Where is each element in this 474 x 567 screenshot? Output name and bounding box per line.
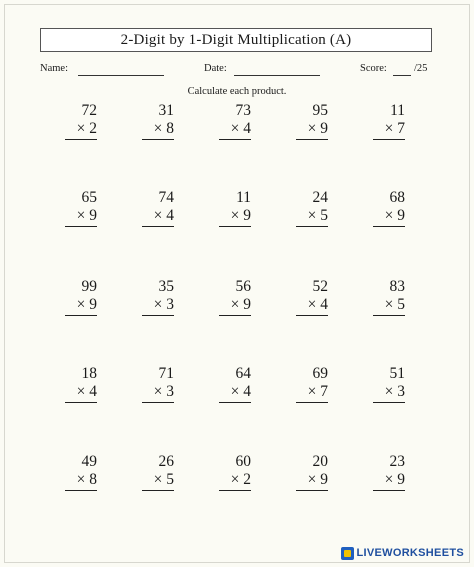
problem-multiplicand: 26 (158, 453, 174, 470)
problem-multiplicand: 56 (235, 278, 251, 295)
multiplication-problem[interactable] (355, 453, 405, 505)
problem-multiplier: × 7 (384, 120, 405, 137)
date-label: Date: (204, 63, 227, 74)
problem-multiplier: × 3 (384, 383, 405, 400)
answer-line (296, 226, 328, 227)
problem-multiplier: × 9 (230, 207, 251, 224)
problem-multiplier: × 7 (307, 383, 328, 400)
score-total: /25 (414, 63, 428, 74)
multiplication-problem[interactable] (355, 365, 405, 417)
problem-multiplicand: 24 (312, 189, 328, 206)
answer-line (219, 402, 251, 403)
problem-multiplier: × 4 (230, 383, 251, 400)
problem-multiplier: × 9 (384, 471, 405, 488)
instructions: Calculate each product. (187, 86, 287, 97)
problem-multiplier: × 9 (384, 207, 405, 224)
multiplication-problem[interactable] (124, 102, 174, 154)
problem-multiplier: × 9 (307, 120, 328, 137)
score-label: Score: (360, 63, 387, 74)
answer-line (65, 226, 97, 227)
problem-multiplier: × 2 (230, 471, 251, 488)
answer-line (296, 490, 328, 491)
multiplication-problem[interactable] (124, 278, 174, 330)
answer-line (373, 490, 405, 491)
answer-line (373, 139, 405, 140)
multiplication-problem[interactable] (201, 189, 251, 241)
problem-multiplicand: 51 (389, 365, 405, 382)
problem-multiplicand: 60 (235, 453, 251, 470)
problem-multiplier: × 9 (307, 471, 328, 488)
problem-multiplicand: 49 (81, 453, 97, 470)
header-fields (40, 63, 432, 79)
worksheet-title-text: 2-Digit by 1-Digit Multiplication (A) (120, 31, 352, 48)
problem-multiplicand: 99 (81, 278, 97, 295)
multiplication-problem[interactable] (278, 278, 328, 330)
name-field[interactable] (78, 74, 164, 76)
problem-multiplicand: 83 (389, 278, 405, 295)
answer-line (65, 139, 97, 140)
answer-line (65, 490, 97, 491)
multiplication-problem[interactable] (47, 189, 97, 241)
problem-multiplicand: 31 (158, 102, 174, 119)
logo-text: LIVEWORKSHEETS (356, 547, 464, 559)
multiplication-problem[interactable] (278, 102, 328, 154)
problem-multiplier: × 3 (153, 296, 174, 313)
answer-line (219, 226, 251, 227)
worksheet-title (40, 28, 432, 52)
problem-multiplier: × 2 (76, 120, 97, 137)
problem-multiplier: × 9 (76, 207, 97, 224)
problem-multiplier: × 5 (307, 207, 328, 224)
answer-line (219, 490, 251, 491)
multiplication-problem[interactable] (124, 365, 174, 417)
problem-multiplier: × 4 (76, 383, 97, 400)
problem-multiplier: × 4 (307, 296, 328, 313)
date-field[interactable] (234, 74, 320, 76)
problem-multiplier: × 9 (230, 296, 251, 313)
problem-multiplicand: 71 (158, 365, 174, 382)
liveworksheets-logo (341, 545, 465, 561)
problem-multiplicand: 23 (389, 453, 405, 470)
problem-multiplicand: 72 (81, 102, 97, 119)
problem-multiplicand: 65 (81, 189, 97, 206)
answer-line (373, 402, 405, 403)
answer-line (296, 139, 328, 140)
problem-multiplicand: 18 (81, 365, 97, 382)
problem-multiplicand: 64 (235, 365, 251, 382)
multiplication-problem[interactable] (124, 453, 174, 505)
multiplication-problem[interactable] (47, 453, 97, 505)
answer-line (142, 490, 174, 491)
problem-multiplicand: 95 (312, 102, 328, 119)
multiplication-problem[interactable] (201, 278, 251, 330)
multiplication-problem[interactable] (278, 189, 328, 241)
name-label: Name: (40, 63, 68, 74)
multiplication-problem[interactable] (47, 102, 97, 154)
problem-multiplicand: 69 (312, 365, 328, 382)
answer-line (296, 315, 328, 316)
multiplication-problem[interactable] (355, 102, 405, 154)
answer-line (142, 315, 174, 316)
answer-line (373, 315, 405, 316)
multiplication-problem[interactable] (355, 278, 405, 330)
answer-line (142, 226, 174, 227)
problem-multiplier: × 3 (153, 383, 174, 400)
answer-line (142, 139, 174, 140)
problem-multiplicand: 11 (390, 102, 405, 119)
score-field[interactable] (393, 74, 411, 76)
answer-line (219, 139, 251, 140)
problem-multiplicand: 52 (312, 278, 328, 295)
multiplication-problem[interactable] (278, 365, 328, 417)
multiplication-problem[interactable] (47, 365, 97, 417)
problem-multiplicand: 11 (236, 189, 251, 206)
answer-line (219, 315, 251, 316)
problem-multiplicand: 20 (312, 453, 328, 470)
problem-multiplicand: 35 (158, 278, 174, 295)
problem-multiplicand: 68 (389, 189, 405, 206)
answer-line (142, 402, 174, 403)
problem-multiplier: × 8 (76, 471, 97, 488)
multiplication-problem[interactable] (201, 365, 251, 417)
problem-multiplier: × 4 (230, 120, 251, 137)
multiplication-problem[interactable] (201, 102, 251, 154)
multiplication-problem[interactable] (201, 453, 251, 505)
multiplication-problem[interactable] (278, 453, 328, 505)
problem-multiplier: × 9 (76, 296, 97, 313)
multiplication-problem[interactable] (47, 278, 97, 330)
problem-multiplier: × 5 (384, 296, 405, 313)
answer-line (373, 226, 405, 227)
problem-multiplicand: 74 (158, 189, 174, 206)
problem-multiplier: × 4 (153, 207, 174, 224)
answer-line (296, 402, 328, 403)
problem-multiplicand: 73 (235, 102, 251, 119)
problem-multiplier: × 5 (153, 471, 174, 488)
multiplication-problem[interactable] (355, 189, 405, 241)
answer-line (65, 402, 97, 403)
answer-line (65, 315, 97, 316)
liveworksheets-logo-icon (341, 547, 354, 560)
problem-multiplier: × 8 (153, 120, 174, 137)
multiplication-problem[interactable] (124, 189, 174, 241)
